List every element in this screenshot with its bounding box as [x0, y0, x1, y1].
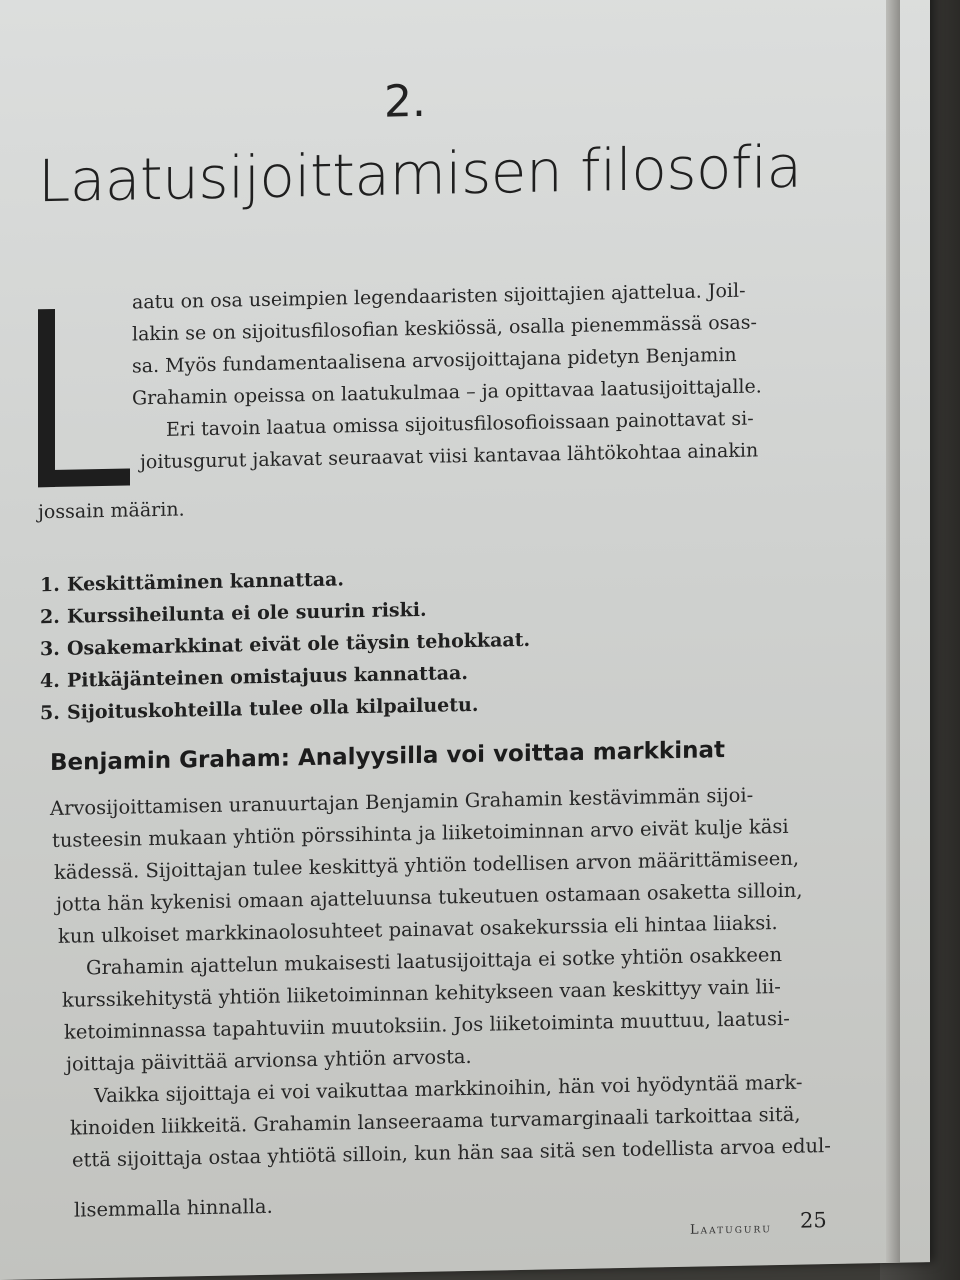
section-heading: Benjamin Graham: Analyysilla voi voittaa markkinat	[50, 737, 725, 777]
page-number: 25	[800, 1208, 827, 1233]
drop-cap-stem	[38, 309, 55, 487]
intro-line: sa. Myös fundamentaalisena arvosijoittajana pidetyn Benjamin	[132, 343, 737, 378]
body-line: kun ulkoiset markkinaolosuhteet painavat osakekurssia eli hintaa liiaksi.	[58, 911, 778, 948]
drop-cap	[0, 0, 930, 10]
list-text: Keskittäminen kannattaa.	[67, 568, 344, 596]
chapter-number: 2.	[384, 75, 426, 128]
body-line: Vaikka sijoittaja ei voi vaikuttaa markkinoihin, hän voi hyödyntää mark-	[94, 1070, 803, 1108]
intro-line: aatu on osa useimpien legendaaristen sijoittajien ajattelua. Joil-	[132, 279, 746, 314]
list-text: Pitkäjänteinen omistajuus kannattaa.	[67, 662, 468, 692]
body-line: kädessä. Sijoittajan tulee keskittyä yhtiön todellisen arvon määrittämiseen,	[54, 846, 800, 884]
list-number: 4.	[40, 669, 60, 693]
body-line: tusteesin mukaan yhtiön pörssihinta ja liiketoiminnan arvo eivät kulje käsi	[52, 814, 789, 853]
body-line: Grahamin ajattelun mukaisesti laatusijoittaja ei sotke yhtiön osakkeen	[86, 942, 783, 980]
list-number: 2.	[40, 605, 60, 629]
list-number: 5.	[40, 701, 60, 725]
body-line: kurssikehitystä yhtiön liiketoiminnan kehitykseen vaan keskittyy vain lii-	[62, 975, 781, 1012]
intro-line: jossain määrin.	[38, 498, 185, 524]
body-line: jotta hän kykenisi omaan ajatteluunsa tukeutuen ostamaan osaketta silloin,	[56, 878, 803, 916]
body-line: Arvosijoittamisen uranuurtajan Benjamin Grahamin kestävimmän sijoi-	[50, 783, 754, 821]
list-number: 3.	[40, 637, 60, 661]
list-text: Osakemarkkinat eivät ole täysin tehokkaat.	[67, 628, 531, 660]
intro-line: lakin se on sijoitusfilosofian keskiössä, osalla pienemmässä osas-	[132, 311, 757, 346]
drop-cap-foot	[38, 469, 130, 488]
body-line: lisemmalla hinnalla.	[74, 1194, 273, 1222]
list-number: 1.	[40, 573, 60, 597]
intro-line: Eri tavoin laatua omissa sijoitusfilosofioissaan painottavat si-	[166, 407, 754, 441]
list-text: Sijoituskohteilla tulee olla kilpailuetu.	[67, 693, 479, 724]
list-text: Kurssiheilunta ei ole suurin riski.	[67, 598, 427, 628]
intro-line: joitusgurut jakavat seuraavat viisi kantavaa lähtökohtaa ainakin	[140, 439, 759, 474]
chapter-title: Laatusijoittamisen filosofia	[38, 132, 802, 216]
body-line: että sijoittaja ostaa yhtiötä silloin, kun hän saa sitä sen todellista arvoa edul-	[72, 1134, 831, 1172]
body-line: ketoiminnassa tapahtuviin muutoksiin. Jos liiketoiminta muuttuu, laatusi-	[64, 1006, 790, 1044]
running-footer-title: Laatuguru	[690, 1221, 772, 1238]
body-line: joittaja päivittää arvionsa yhtiön arvosta.	[66, 1044, 472, 1076]
intro-line: Grahamin opeissa on laatukulmaa – ja opittavaa laatusijoittajalle.	[132, 375, 762, 410]
body-line: kinoiden liikkeitä. Grahamin lanseeraama turvamarginaali tarkoittaa sitä,	[70, 1102, 801, 1140]
principles-list	[40, 565, 530, 734]
